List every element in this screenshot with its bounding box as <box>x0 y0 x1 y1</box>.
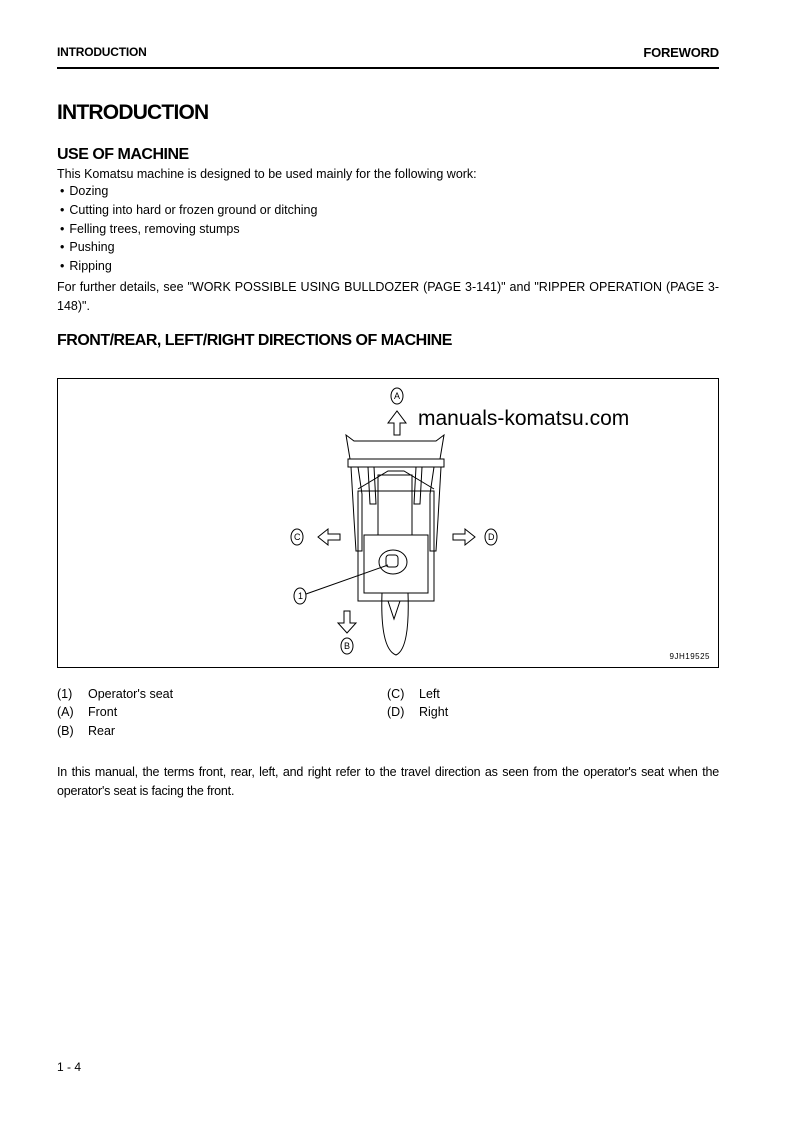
direction-note: In this manual, the terms front, rear, left, and right refer to the travel direction as seen from the operator's seat when the operator's seat is facing the front. <box>57 765 719 798</box>
header-rule <box>57 67 719 69</box>
details-text: For further details, see "WORK POSSIBLE USING BULLDOZER (PAGE 3-141)" and "RIPPER OPERATION (PAGE 3-148)". <box>57 280 719 313</box>
list-item: • Cutting into hard or frozen ground or ditching <box>60 203 317 217</box>
legend-num: (B) <box>57 724 74 738</box>
section-heading-directions: FRONT/REAR, LEFT/RIGHT DIRECTIONS OF MACHINE <box>57 332 452 349</box>
header-left: INTRODUCTION <box>57 45 147 59</box>
legend-text: Left <box>419 687 440 701</box>
intro-text: This Komatsu machine is designed to be used mainly for the following work: <box>57 167 477 181</box>
page-title: INTRODUCTION <box>57 101 209 124</box>
legend-num: (A) <box>57 705 74 719</box>
watermark: manuals-komatsu.com <box>418 407 630 430</box>
page-number: 1 - 4 <box>57 1060 82 1074</box>
label-b: B <box>344 641 351 651</box>
legend-num: (1) <box>57 687 73 701</box>
header-right: FOREWORD <box>643 45 719 60</box>
section-heading-use: USE OF MACHINE <box>57 146 189 163</box>
label-1: 1 <box>298 591 304 601</box>
legend-text: Right <box>419 705 449 719</box>
list-item: • Dozing <box>60 184 108 198</box>
list-item: • Ripping <box>60 259 112 273</box>
legend-text: Operator's seat <box>88 687 174 701</box>
machine-direction-figure <box>57 378 719 668</box>
legend-text: Front <box>88 705 118 719</box>
legend-text: Rear <box>88 724 116 738</box>
legend-num: (D) <box>387 705 405 719</box>
figure-code: 9JH19525 <box>669 652 710 661</box>
label-c: C <box>294 532 301 542</box>
list-item: • Pushing <box>60 240 115 254</box>
list-item: • Felling trees, removing stumps <box>60 222 240 236</box>
label-d: D <box>488 532 495 542</box>
legend-num: (C) <box>387 687 405 701</box>
label-a: A <box>394 391 401 401</box>
